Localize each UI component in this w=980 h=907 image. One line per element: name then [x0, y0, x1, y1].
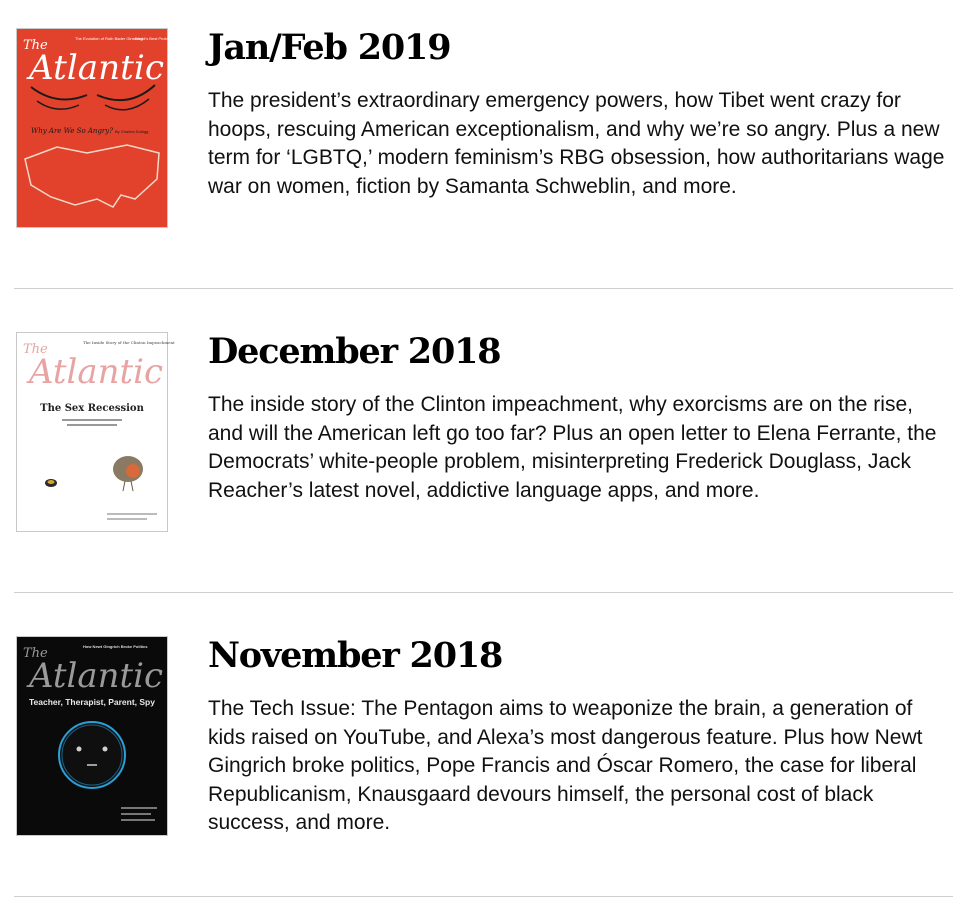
cover-logo-the: The — [23, 342, 48, 357]
cover-logo: Atlantic — [26, 352, 164, 392]
cover-logo-the: The — [23, 38, 48, 53]
magazine-cover-icon — [17, 637, 167, 835]
divider — [14, 288, 953, 289]
cover-headline: Teacher, Therapist, Parent, Spy — [29, 697, 155, 707]
issue-description: The president’s extraordinary emergency powers, how Tibet went crazy for hoops, rescuing American exceptionalism, and why we’re so angry. Plus a new term for ‘LGBTQ,’ modern feminism’s RBG obsession, how authoritarians wage war on women, fiction by Samanta Schweblin, and more. — [208, 89, 945, 198]
issue-title[interactable]: Jan/Feb 2019 — [208, 27, 451, 68]
magazine-cover-icon — [17, 29, 176, 227]
cover-logo: Atlantic — [26, 656, 164, 696]
magazine-cover-jan-feb-2019[interactable] — [16, 28, 176, 228]
issue-description: The Tech Issue: The Pentagon aims to weaponize the brain, a generation of kids raised on YouTube, and Alexa’s most dangerous feature. Plus how Newt Gingrich broke politics, Pope Francis and Óscar Romero, the case for liberal Republicanism, Knausgaard devours himself, the personal cost of black success, and more. — [208, 697, 923, 834]
cover-corner-left: The Evolution of Ruth Bader Ginsburg — [75, 36, 143, 41]
divider — [14, 592, 953, 593]
cover-headline: The Sex Recession — [40, 403, 144, 414]
issue-title[interactable]: December 2018 — [208, 331, 501, 372]
issue-description: The inside story of the Clinton impeachment, why exorcisms are on the rise, and will the American left go too far? Plus an open letter to Elena Ferrante, the Democrats’ white-people problem, misinterpreting Frederick Douglass, Jack Reacher’s latest novel, addictive language apps, and more. — [208, 393, 937, 502]
magazine-cover-icon — [17, 333, 175, 531]
cover-corner-left: The Inside Story of the Clinton Impeachment — [83, 340, 175, 345]
cover-corner-right: World’s Best Problems — [135, 36, 176, 41]
divider — [14, 896, 953, 897]
cover-corner-left: How Newt Gingrich Broke Politics — [83, 644, 148, 649]
cover-headline: Why Are We So Angry? — [31, 127, 113, 135]
cover-byline: By Charles Duhigg — [115, 129, 149, 134]
magazine-cover-november-2018[interactable] — [16, 636, 168, 836]
cover-logo: Atlantic — [25, 48, 164, 88]
cover-logo-the: The — [23, 646, 48, 661]
magazine-cover-december-2018[interactable] — [16, 332, 175, 532]
issue-title[interactable]: November 2018 — [208, 635, 503, 676]
